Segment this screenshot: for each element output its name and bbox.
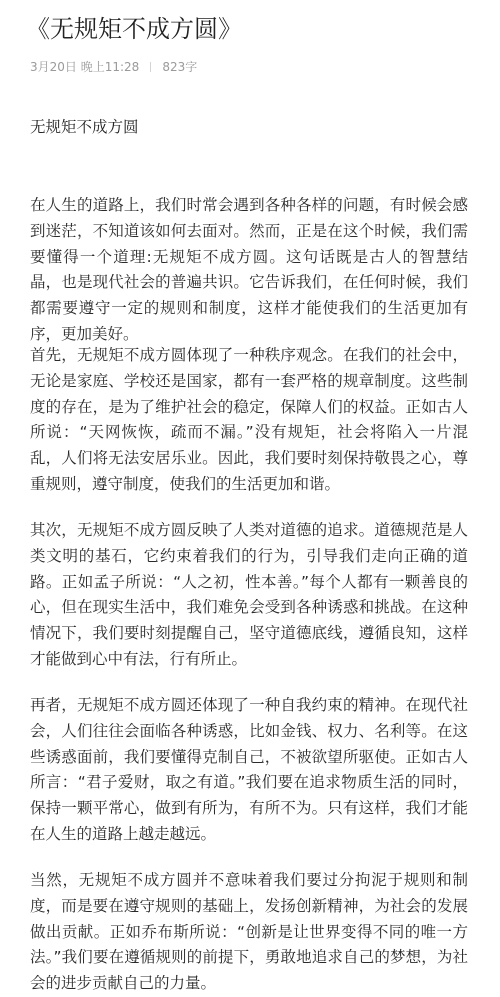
article-paragraph-1: 在人生的道路上，我们时常会遇到各种各样的问题，有时候会感到迷茫，不知道该如何去面对。然而，正是在这个时候，我们需要懂得一个道理:无规矩不成方圆。这句话既是古人的智慧结晶，也是现代社会的普遍共识。它告诉我们，在任何时候，我们都需要遵守一定的规则和制度，这样才能使我们的生活更加有序，更加美好。 [30, 196, 468, 343]
article-paragraph-2: 首先，无规矩不成方圆体现了一种秩序观念。在我们的社会中，无论是家庭、学校还是国家，都有一套严格的规章制度。这些制度的存在，是为了维护社会的稳定，保障人们的权益。正如古人所说：“天网恢恢，疏而不漏。”没有规矩，社会将陷入一片混乱，人们将无法安居乐业。因此，我们要时刻保持敬畏之心，尊重规则，遵守制度，使我们的生活更加和谐。 [30, 346, 468, 493]
word-count: 823字 [162, 60, 198, 74]
article-title: 《无规矩不成方圆》 [26, 15, 242, 43]
article-meta [30, 59, 197, 75]
article-heading: 无规矩不成方圆 [30, 118, 139, 136]
article-date: 3月20日 晚上11:28 [30, 60, 140, 74]
article-paragraph-4: 再者，无规矩不成方圆还体现了一种自我约束的精神。在现代社会，人们往往会面临各种诱惑，比如金钱、权力、名利等。在这些诱惑面前，我们要懂得克制自己，不被欲望所驱使。正如古人所言：“君子爱财，取之有道。”我们要在追求物质生活的同时，保持一颗平常心，做到有所为，有所不为。只有这样，我们才能在人生的道路上越走越远。 [30, 696, 468, 843]
article-paragraph-5: 当然，无规矩不成方圆并不意味着我们要过分拘泥于规则和制度，而是要在遵守规则的基础上，发扬创新精神，为社会的发展做出贡献。正如乔布斯所说：“创新是让世界变得不同的唯一方法。”我们要在遵循规则的前提下，勇敢地追求自己的梦想，为社会的进步贡献自己的力量。 [30, 871, 468, 993]
article-paragraph-3: 其次，无规矩不成方圆反映了人类对道德的追求。道德规范是人类文明的基石，它约束着我们的行为，引导我们走向正确的道路。正如孟子所说：“人之初，性本善。”每个人都有一颗善良的心，但在现实生活中，我们难免会受到各种诱惑和挑战。在这种情况下，我们要时刻提醒自己，坚守道德底线，遵循良知，这样才能做到心中有法，行有所止。 [30, 521, 468, 668]
meta-separator [150, 62, 151, 72]
